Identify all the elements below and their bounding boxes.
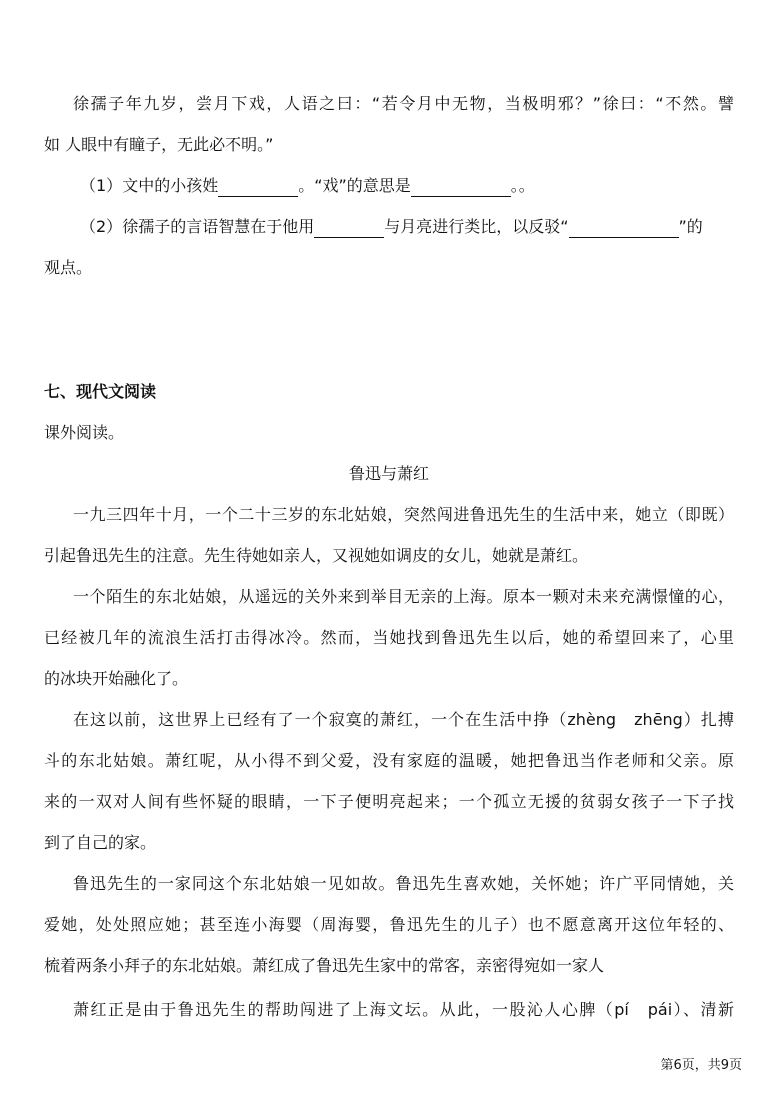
question-1-text-a: 文中的小孩姓: [122, 176, 219, 195]
article-p3-line-4: 到了自己的家。: [44, 833, 157, 852]
section-subheading: 课外阅读。: [44, 423, 125, 442]
question-2-text-a: 徐孺子的言语智慧在于他用: [122, 217, 315, 236]
question-2: [80, 207, 734, 247]
classical-text-line-1: 徐孺子年九岁，尝月下戏，人语之曰：“若令月中无物，当极明邪？”徐曰：“不然。譬: [73, 94, 734, 113]
answer-blank-meaning[interactable]: [411, 174, 511, 197]
question-2-continuation: 观点。: [44, 258, 93, 277]
article-p5-line-1: 萧红正是由于鲁迅先生的帮助闯进了上海文坛。从此，一股沁人心脾（pí pái）、清新: [73, 1000, 734, 1019]
question-2-text-c: ”的: [678, 217, 703, 236]
article-p3-line-3: 来的一双对人间有些怀疑的眼睛，一下子便明亮起来；一个孤立无援的贫弱女孩子一下子找: [44, 792, 734, 811]
article-p3-line-2: 斗的东北姑娘。萧红呢，从小得不到父爱，没有家庭的温暖，她把鲁迅当作老师和父亲。原: [44, 751, 734, 770]
question-1-text-c: 。。: [510, 176, 535, 195]
question-1: [80, 166, 734, 206]
answer-blank-analogy[interactable]: [314, 215, 384, 238]
answer-blank-surname[interactable]: [218, 174, 298, 197]
article-title: 鲁迅与萧红: [348, 464, 429, 483]
article-p3-line-1: 在这以前，这世界上已经有了一个寂寞的萧红，一个在生活中挣（zhèng zhēng）扎搏: [73, 710, 734, 729]
question-2-number: （2）: [80, 217, 123, 236]
classical-text-line-2: 如 人眼中有瞳子，无此必不明。”: [44, 135, 274, 154]
article-p2-line-1: 一个陌生的东北姑娘，从遥远的关外来到举目无亲的上海。原本一颗对未来充满憬憧的心，: [73, 587, 734, 606]
question-1-text-b: 。“戏”的意思是: [298, 176, 411, 195]
article-p2-line-3: 的冰块开始融化了。: [44, 669, 189, 688]
article-p4-line-2: 爱她，处处照应她；甚至连小海婴（周海婴，鲁迅先生的儿子）也不愿意离开这位年轻的、: [44, 915, 734, 934]
question-1-number: （1）: [80, 176, 123, 195]
question-2-text-b: 与月亮进行类比，以反驳“: [384, 217, 569, 236]
article-p4-line-3: 梳着两条小拜子的东北姑娘。萧红成了鲁迅先生家中的常客，亲密得宛如一家人: [44, 956, 605, 975]
answer-blank-refuted-view[interactable]: [569, 215, 679, 238]
page-number: 第6页，共9页: [660, 1058, 742, 1073]
article-p4-line-1: 鲁迅先生的一家同这个东北姑娘一见如故。鲁迅先生喜欢她，关怀她；许广平同情她，关: [73, 874, 734, 893]
article-p1-line-2: 引起鲁迅先生的注意。先生待她如亲人，又视她如调皮的女儿，她就是萧红。: [44, 546, 589, 565]
section-heading: 七、现代文阅读: [44, 382, 157, 401]
article-p1-line-1: 一九三四年十月，一个二十三岁的东北姑娘，突然闯进鲁迅先生的生活中来，她立（即既）: [73, 505, 734, 524]
article-p2-line-2: 已经被几年的流浪生活打击得冰冷。然而，当她找到鲁迅先生以后，她的希望回来了，心里: [44, 628, 734, 647]
